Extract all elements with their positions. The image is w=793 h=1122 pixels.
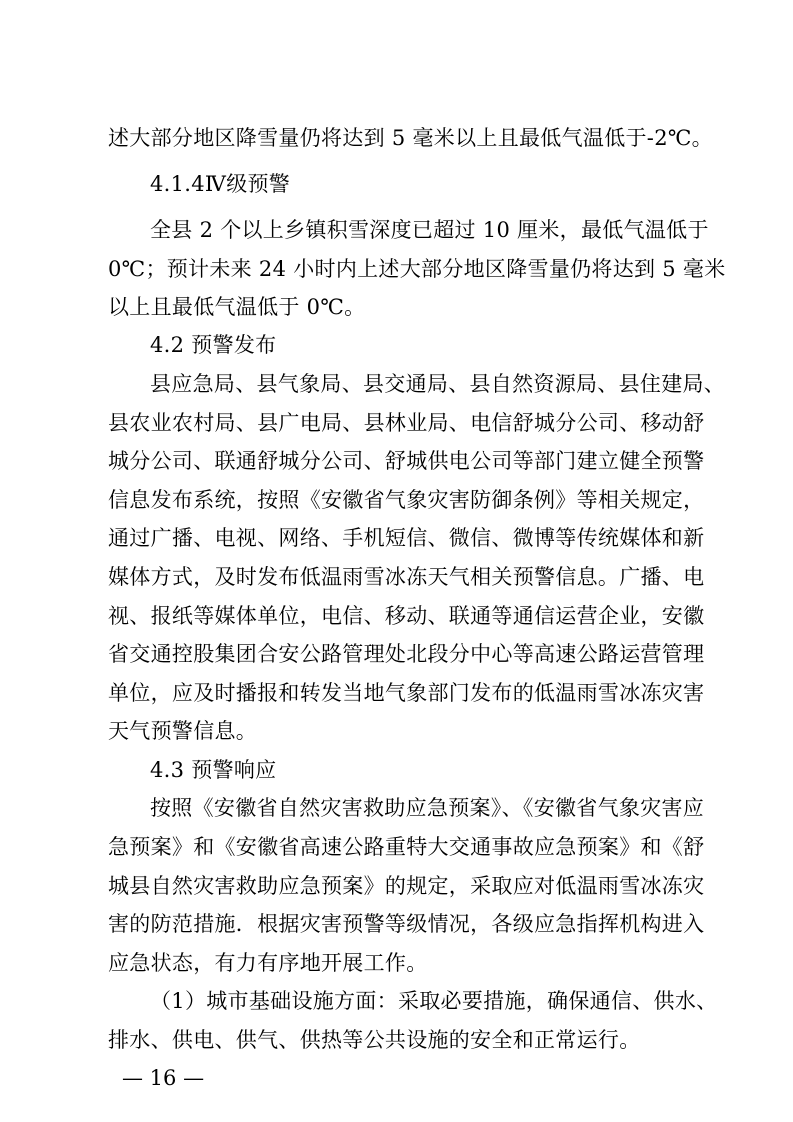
body-line: 以上且最低气温低于 0℃。 <box>108 295 366 319</box>
page-number: — 16 — <box>122 1066 205 1090</box>
section-heading: 4.3 预警响应 <box>150 758 277 782</box>
body-line: 县应急局、县气象局、县交通局、县自然资源局、县住建局、 <box>150 372 726 396</box>
body-line: 通过广播、电视、网络、手机短信、微信、微博等传统媒体和新 <box>108 526 705 550</box>
body-line: 信息发布系统，按照《安徽省气象灾害防御条例》等相关规定， <box>108 488 705 512</box>
body-line: 害的防范措施．根据灾害预警等级情况，各级应急指挥机构进入 <box>108 912 705 936</box>
body-line: 城县自然灾害救助应急预案》的规定，采取应对低温雨雪冰冻灾 <box>108 874 705 898</box>
body-line: 单位，应及时播报和转发当地气象部门发布的低温雨雪冰冻灾害 <box>108 681 705 705</box>
body-line: 视、报纸等媒体单位，电信、移动、联通等通信运营企业，安徽 <box>108 604 705 628</box>
body-line: 按照《安徽省自然灾害救助应急预案》、《安徽省气象灾害应 <box>150 796 705 820</box>
body-line: 县农业农村局、县广电局、县林业局、电信舒城分公司、移动舒 <box>108 411 705 435</box>
body-line: 0℃；预计未来 24 小时内上述大部分地区降雪量仍将达到 5 毫米 <box>108 257 726 281</box>
section-heading: 4.1.4Ⅳ级预警 <box>150 172 291 196</box>
section-heading: 4.2 预警发布 <box>150 333 277 357</box>
body-line: 全县 2 个以上乡镇积雪深度已超过 10 厘米，最低气温低于 <box>150 218 709 242</box>
body-line: 城分公司、联通舒城分公司、舒城供电公司等部门建立健全预警 <box>108 449 705 473</box>
body-line: 述大部分地区降雪量仍将达到 5 毫米以上且最低气温低于-2℃。 <box>108 126 713 150</box>
body-line: 天气预警信息。 <box>108 719 258 743</box>
body-line: 应急状态，有力有序地开展工作。 <box>108 951 428 975</box>
body-line: 媒体方式，及时发布低温雨雪冰冻天气相关预警信息。广播、电 <box>108 565 705 589</box>
body-line: 省交通控股集团合安公路管理处北段分中心等高速公路运营管理 <box>108 642 705 666</box>
body-line: 急预案》和《安徽省高速公路重特大交通事故应急预案》和《舒 <box>108 835 705 859</box>
body-line: 排水、供电、供气、供热等公共设施的安全和正常运行。 <box>108 1028 641 1052</box>
body-line: （1）城市基础设施方面：采取必要措施，确保通信、供水、 <box>150 989 718 1013</box>
